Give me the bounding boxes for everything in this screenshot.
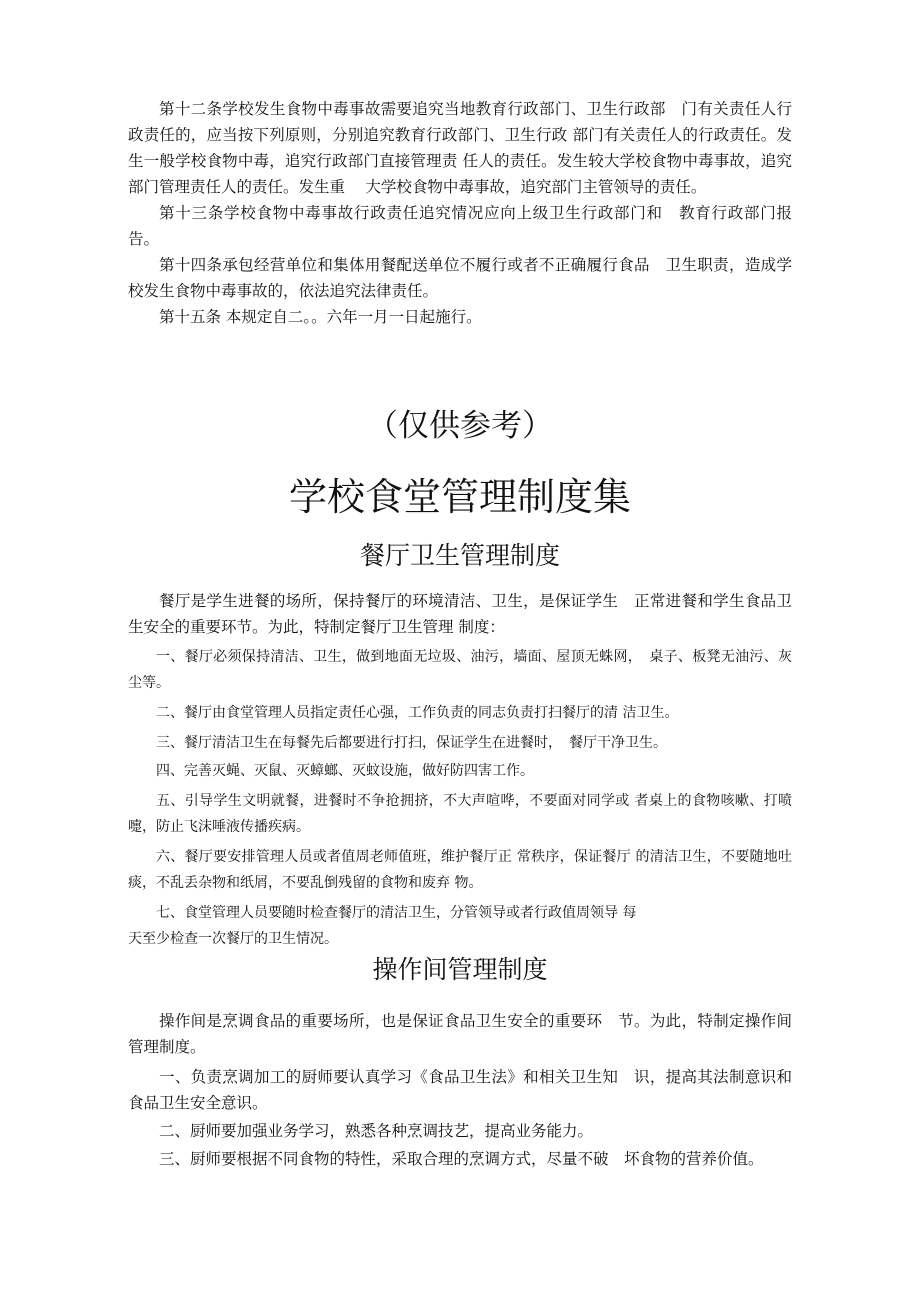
- canteen-item-7-continued: 天至少检查一次餐厅的卫生情况。: [128, 931, 338, 947]
- canteen-section-body: [128, 588, 792, 952]
- article-13: 第十三条学校食物中毒事故行政责任追究情况应向上级卫生行政部门和 教育行政部门报告。: [128, 204, 792, 248]
- kitchen-item-3: 三、厨师要根据不同食物的特性，采取合理的烹调方式，尽量不破 坏食物的营养价值。: [159, 1150, 764, 1168]
- regulation-articles: [128, 96, 792, 330]
- canteen-section-title: 餐厅卫生管理制度: [359, 541, 560, 570]
- canteen-item-4: 四、完善灭蝇、灭鼠、灭蟑螂、灭蚊设施，做好防四害工作。: [156, 763, 534, 779]
- kitchen-item-2: 二、厨师要加强业务学习，熟悉各种烹调技艺，提高业务能力。: [159, 1122, 594, 1140]
- canteen-item-6: 六、餐厅要安排管理人员或者值周老师值班，维护餐厅正 常秩序，保证餐厅 的清洁卫生，不要随地吐痰，不乱丢杂物和纸屑，不要乱倒残留的食物和废弃 物。: [128, 849, 792, 891]
- reference-note: （仅供参考）: [367, 408, 553, 444]
- article-12: 第十二条学校发生食物中毒事故需要追究当地教育行政部门、卫生行政部 门有关责任人行政责任的，应当按下列原则，分别追究教育行政部门、卫生行政 部门有关责任人的行政责任。发生一般学校食物中毒，追究行政部门直接管理责 任人的责任。发生较大学校食物中毒事故，追究部门管理责任人的责任。发生重 大学校食物中毒事故，追究部门主管领导的责任。: [128, 100, 792, 196]
- kitchen-section-title: 操作间管理制度: [372, 955, 548, 984]
- canteen-item-1: 一、餐厅必须保持清洁、卫生，做到地面无垃圾、油污，墙面、屋顶无蛛网， 桌子、板凳无油污、灰尘等。: [128, 649, 792, 691]
- canteen-item-7: 七、食堂管理人员要随时检查餐厅的清洁卫生，分管领导或者行政值周领导 每: [156, 905, 637, 921]
- canteen-item-5: 五、引导学生文明就餐，进餐时不争抢拥挤，不大声喧哗，不要面对同学或 者桌上的食物咳嗽、打喷嚏，防止飞沫唾液传播疾病。: [128, 793, 792, 835]
- article-14: 第十四条承包经营单位和集体用餐配送单位不履行或者不正确履行食品 卫生职责，造成学校发生食物中毒事故的，依法追究法律责任。: [128, 256, 792, 300]
- kitchen-section-body: [128, 1008, 792, 1172]
- canteen-item-3: 三、餐厅清洁卫生在每餐先后都要进行打扫，保证学生在进餐时， 餐厅干净卫生。: [156, 735, 667, 751]
- kitchen-intro: 操作间是烹调食品的重要场所，也是保证食品卫生安全的重要环 节。为此，特制定操作间管理制度。: [128, 1012, 792, 1056]
- canteen-item-2: 二、餐厅由食堂管理人员指定责任心强，工作负责的同志负责打扫餐厅的清 洁卫生。: [156, 705, 679, 721]
- canteen-intro: 餐厅是学生进餐的场所，保持餐厅的环境清洁、卫生，是保证学生 正常进餐和学生食品卫生安全的重要环节。为此，特制定餐厅卫生管理 制度：: [128, 592, 792, 636]
- document-title: 学校食堂管理制度集: [288, 475, 631, 519]
- kitchen-item-1: 一、负责烹调加工的厨师要认真学习《食品卫生法》和相关卫生知 识，提高其法制意识和食品卫生安全意识。: [128, 1068, 792, 1112]
- article-15: 第十五条 本规定自二。。六年一月一日起施行。: [159, 308, 482, 326]
